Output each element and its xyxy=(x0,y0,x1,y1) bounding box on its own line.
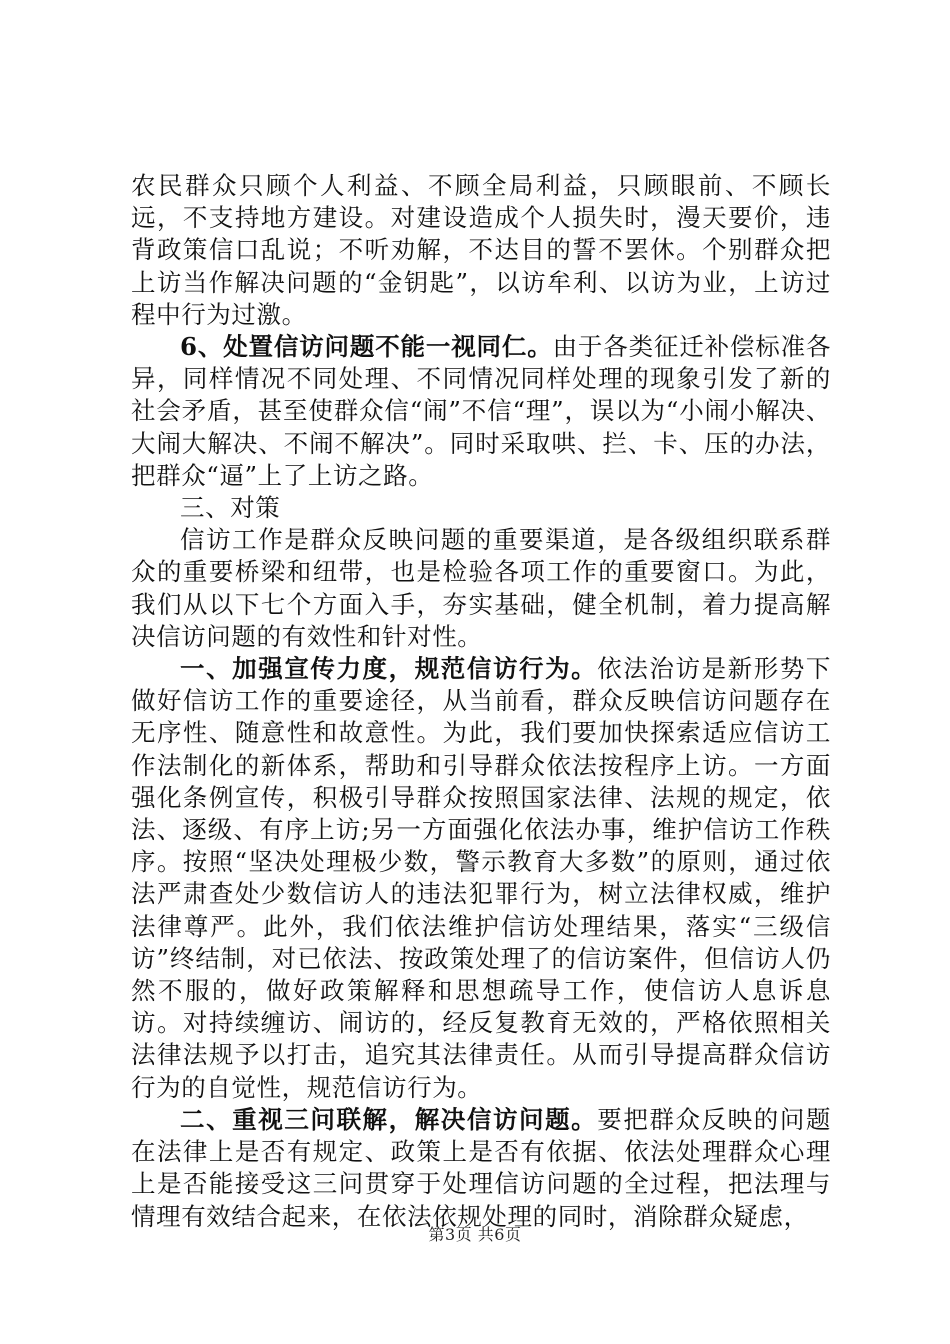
paragraph-1 xyxy=(131,170,831,331)
item-6-lead: 6、处置信访问题不能一视同仁。 xyxy=(180,332,553,362)
document-body xyxy=(131,170,831,1233)
paragraph-item-6 xyxy=(131,331,831,492)
measure-2-text: 要把群众反映的问题在法律上是否有规定、政策上是否有依据、依法处理群众心理上是否能接受这三问贯穿于处理信访问题的全过程，把法理与情理有效结合起来，在依法依规处理的同时，消除群众疑虑， xyxy=(131,1104,831,1231)
paragraph-1-text: 农民群众只顾个人利益、不顾全局利益，只顾眼前、不顾长远，不支持地方建设。对建设造成个人损失时，漫天要价，违背政策信口乱说；不听劝解，不达目的誓不罢休。个别群众把上访当作解决问题的“金钥匙”，以访牟利、以访为业，上访过程中行为过激。 xyxy=(131,171,831,329)
section-heading-countermeasures: 三、对策 xyxy=(180,493,281,523)
paragraph-measure-1 xyxy=(131,653,831,1104)
intro-text: 信访工作是群众反映问题的重要渠道，是各级组织联系群众的重要桥梁和纽带，也是检验各项工作的重要窗口。为此，我们从以下七个方面入手，夯实基础，健全机制，着力提高解决信访问题的有效性和针对性。 xyxy=(131,525,831,651)
item-6-text: 由于各类征迁补偿标准各异，同样情况不同处理、不同情况同样处理的现象引发了新的社会矛盾，甚至使群众信“闹”不信“理”，误以为“小闹小解决、大闹大解决、不闹不解决”。同时采取哄、拦、卡、压的办法，把群众“逼”上了上访之路。 xyxy=(131,332,831,490)
paragraph-intro xyxy=(131,524,831,653)
measure-1-text: 依法治访是新形势下做好信访工作的重要途径，从当前看，群众反映信访问题存在无序性、随意性和故意性。为此，我们要加快探索适应信访工作法制化的新体系，帮助和引导群众依法按程序上访。一方面强化条例宣传，积极引导群众按照国家法律、法规的规定，依法、逐级、有序上访;另一方面强化依法办事，维护信访工作秩序。按照“坚决处理极少数，警示教育大多数”的原则，通过依法严肃查处少数信访人的违法犯罪行为，树立法律权威，维护法律尊严。此外，我们依法维护信访处理结果，落实“三级信访”终结制，对已依法、按政策处理了的信访案件，但信访人仍然不服的，做好政策解释和思想疏导工作，使信访人息诉息访。对持续缠访、闹访的，经反复教育无效的，严格依照相关法律法规予以打击，追究其法律责任。从而引导提高群众信访行为的自觉性，规范信访行为。 xyxy=(131,654,831,1102)
measure-1-lead: 一、加强宣传力度，规范信访行为。 xyxy=(180,654,598,684)
paragraph-measure-2 xyxy=(131,1104,831,1233)
page-footer: 第3页 共6页 xyxy=(428,1225,522,1244)
measure-2-lead: 二、重视三问联解，解决信访问题。 xyxy=(180,1104,598,1134)
